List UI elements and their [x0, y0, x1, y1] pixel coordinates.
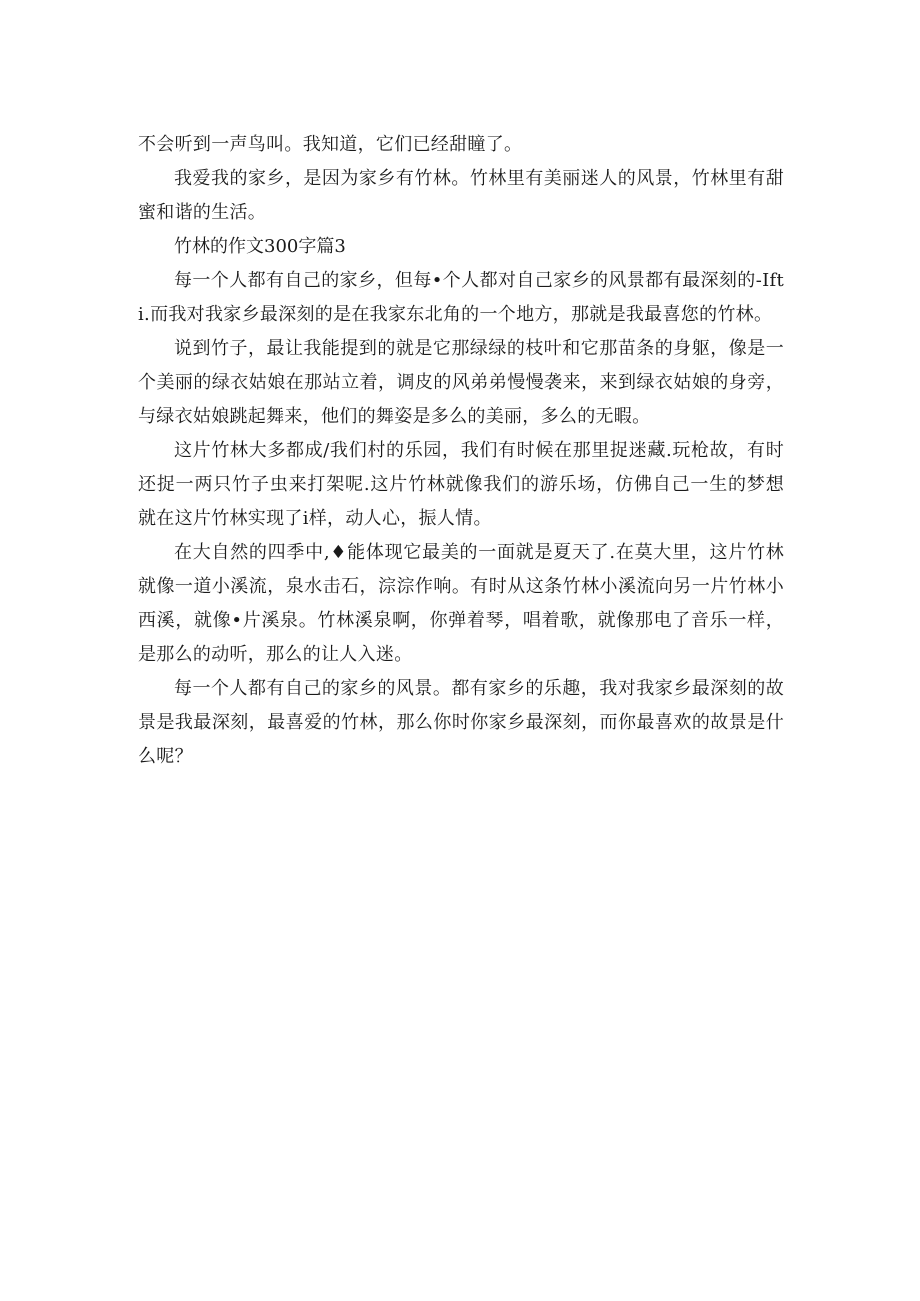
paragraph: 每一个人都有自己的家乡的风景。都有家乡的乐趣，我对我家乡最深刻的故景是我最深刻，最喜爱的竹林，那么你时你家乡最深刻，而你最喜欢的故景是什么呢？ — [138, 678, 784, 767]
paragraph: 每一个人都有自己的家乡，但每•个人都对自己家乡的风景都有最深刻的-Ifti.而我对我家乡最深刻的是在我家东北角的一个地方，那就是我最喜您的竹林。 — [138, 270, 784, 325]
paragraph: 我爱我的家乡，是因为家乡有竹林。竹林里有美丽迷人的风景，竹林里有甜蜜和谐的生活。 — [138, 168, 784, 223]
paragraph: 说到竹子，最让我能提到的就是它那绿绿的枝叶和它那苗条的身躯，像是一个美丽的绿衣姑娘在那站立着，调皮的风弟弟慢慢袭来，来到绿衣姑娘的身旁，与绿衣姑娘跳起舞来，他们的舞姿是多么的美丽，多么的无暇。 — [138, 338, 784, 427]
paragraph: 在大自然的四季中,♦能体现它最美的一面就是夏天了.在莫大里，这片竹林就像一道小溪流，泉水击石，淙淙作响。有时从这条竹林小溪流向另一片竹林小西溪，就像•片溪泉。竹林溪泉啊，你弹着琴，唱着歌，就像那电了音乐一样，是那么的动听，那么的让人入迷。 — [138, 542, 784, 665]
section-heading: 竹林的作文300字篇3 — [174, 236, 346, 257]
document-body — [138, 128, 784, 774]
paragraph: 这片竹林大多都成/我们村的乐园，我们有时候在那里捉迷藏.玩枪故，有时还捉一两只竹子虫来打架呢.这片竹林就像我们的游乐场，仿佛自己一生的梦想就在这片竹林实现了i样，动人心，振人情。 — [138, 440, 784, 529]
paragraph-continuation: 不会听到一声鸟叫。我知道，它们已经甜瞳了。 — [138, 134, 523, 155]
